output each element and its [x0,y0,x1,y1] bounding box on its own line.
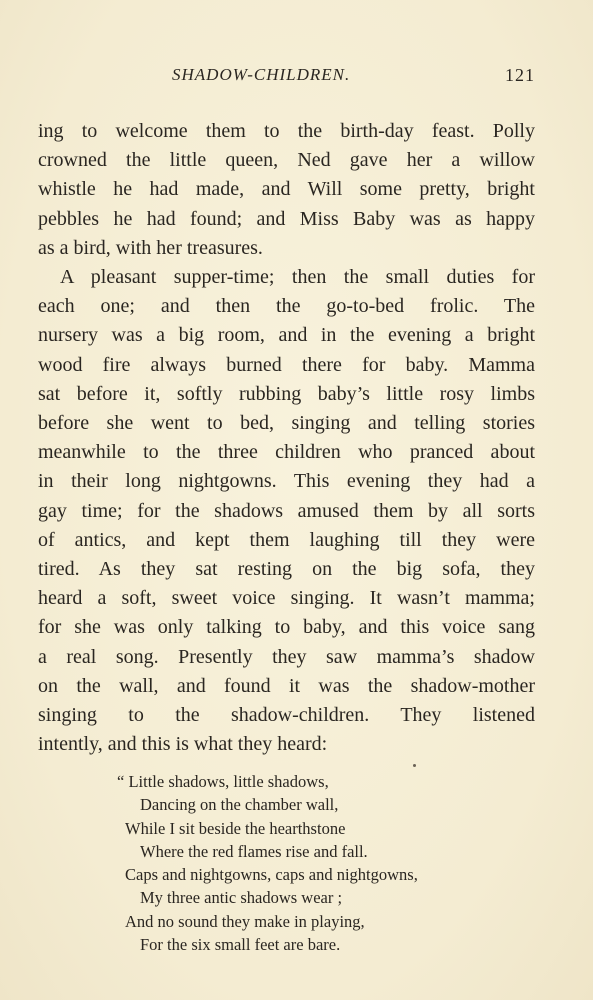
body-line: sat before it, softly rubbing baby’s little rosy limbs [38,382,535,405]
page-number: 121 [505,65,535,85]
poem-line: While I sit beside the hearthstone [125,818,346,838]
poem-line: My three antic shadows wear ; [140,888,343,908]
body-line: wood fire always burned there for baby. Mamma [38,353,535,376]
body-line: intently, and this is what they heard: [38,733,328,756]
running-title: SHADOW-CHILDREN. [172,65,351,84]
body-line: nursery was a big room, and in the evening a bright [38,324,535,347]
body-line: whistle he had made, and Will some pretty, bright [38,178,535,201]
running-head [0,62,593,88]
body-line: before she went to bed, singing and telling stories [38,412,535,435]
poem-line: Where the red flames rise and fall. [140,841,368,861]
body-line: tired. As they sat resting on the big sofa, they [38,558,535,581]
body-line: pebbles he had found; and Miss Baby was as happy [38,207,535,230]
body-line: as a bird, with her treasures. [38,236,263,259]
body-line: of antics, and kept them laughing till they were [38,528,535,551]
poem-line: Caps and nightgowns, caps and nightgowns, [125,865,418,885]
body-line: on the wall, and found it was the shadow-mother [38,674,535,697]
ink-speck [413,764,416,767]
body-line: meanwhile to the three children who pranced about [38,441,535,464]
body-line: ing to welcome them to the birth-day feast. Polly [38,120,535,142]
body-line: each one; and then the go-to-bed frolic. The [38,295,535,318]
poem-line: “ Little shadows, little shadows, [117,772,329,791]
body-line: in their long nightgowns. This evening they had a [38,470,535,493]
poem-stanza [117,770,418,956]
body-text [38,117,535,759]
body-line: gay time; for the shadows amused them by all sorts [38,499,535,522]
body-line: a real song. Presently they saw mamma’s shadow [38,645,535,668]
poem-line: For the six small feet are bare. [140,935,341,955]
body-line: for she was only talking to baby, and this voice sang [38,616,535,639]
poem-line: And no sound they make in playing, [125,911,365,931]
body-line: A pleasant supper-time; then the small duties for [60,266,535,289]
body-line: heard a soft, sweet voice singing. It wasn’t mamma; [38,587,535,610]
poem-line: Dancing on the chamber wall, [140,795,339,815]
body-line: crowned the little queen, Ned gave her a willow [38,149,535,172]
body-line: singing to the shadow-children. They listened [38,704,535,727]
